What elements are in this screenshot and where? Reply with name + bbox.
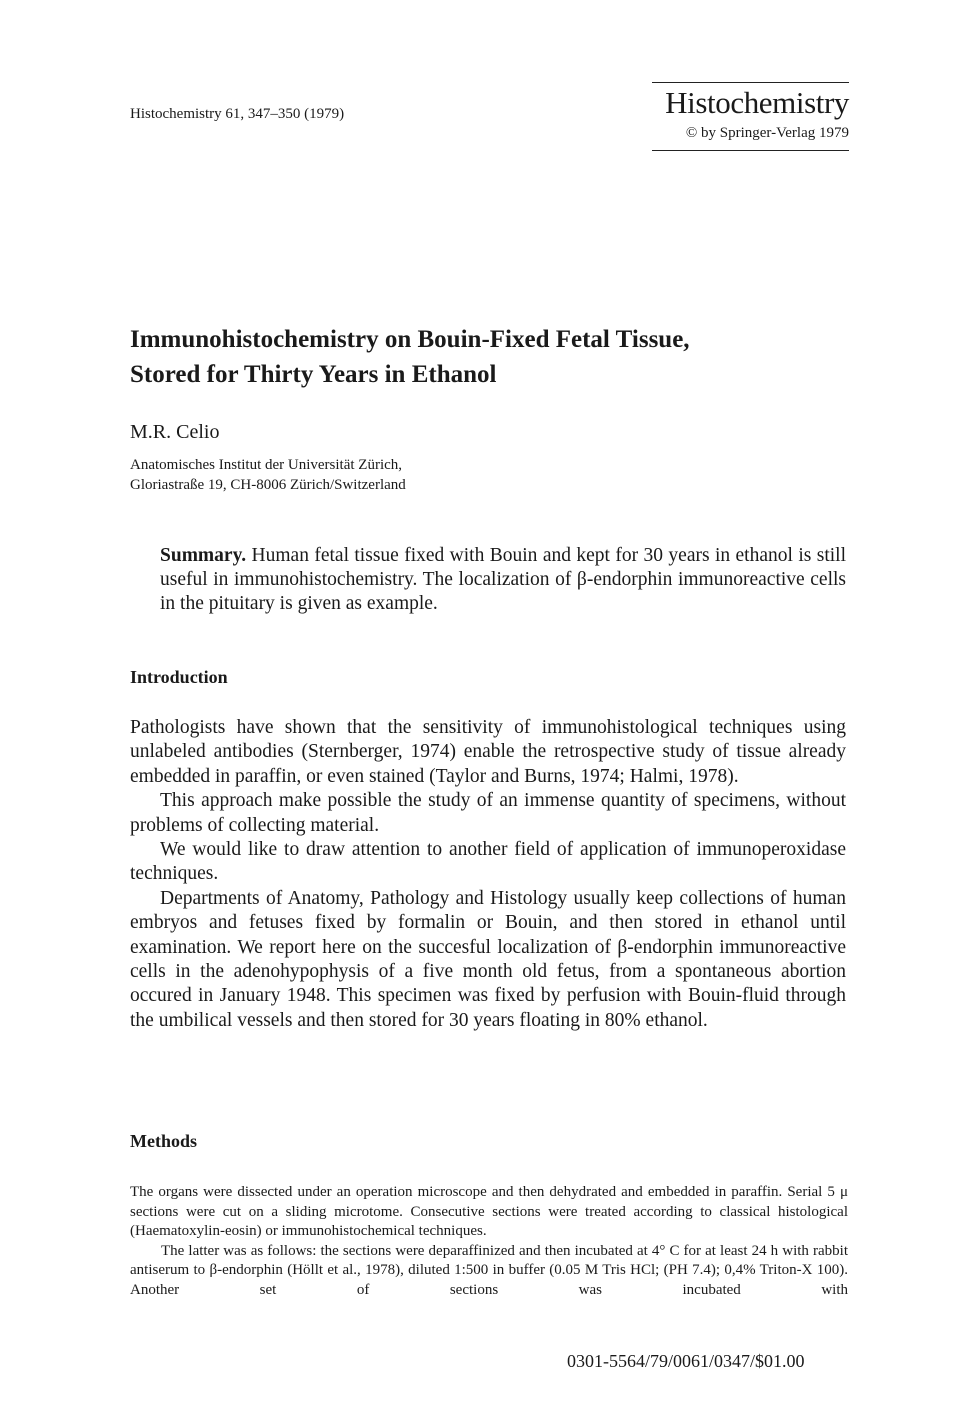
summary-text: Human fetal tissue fixed with Bouin and kept for 30 years in ethanol is still useful in immunohistochemistry. The localization of β-endorphin immunoreactive cells in the pituitary is given as example.	[160, 545, 846, 614]
journal-citation: Histochemistry 61, 347–350 (1979)	[130, 106, 345, 122]
copyright-notice: © by Springer-Verlag 1979	[685, 125, 849, 141]
masthead-top-rule	[652, 82, 849, 83]
summary-abstract	[160, 544, 846, 616]
masthead-bottom-rule	[652, 150, 849, 151]
section-heading-introduction: Introduction	[130, 667, 228, 687]
title-line-1: Immunohistochemistry on Bouin-Fixed Fetal Tissue,	[130, 326, 690, 353]
introduction-body	[130, 716, 846, 1033]
intro-paragraph-2: This approach make possible the study of an immense quantity of specimens, without problems of collecting material.	[130, 790, 846, 836]
article-code: 0301-5564/79/0061/0347/$01.00	[567, 1351, 805, 1371]
summary-label: Summary.	[160, 545, 247, 566]
methods-body	[130, 1183, 848, 1301]
title-line-2: Stored for Thirty Years in Ethanol	[130, 361, 497, 388]
affiliation-line-1: Anatomisches Institut der Universität Zürich,	[130, 457, 403, 473]
section-heading-methods: Methods	[130, 1131, 197, 1151]
intro-paragraph-1: Pathologists have shown that the sensitivity of immunohistological techniques using unlabeled antibodies (Sternberger, 1974) enable the retrospective study of tissue already embedded in paraffin, or even stained (Taylor and Burns, 1974; Halmi, 1978).	[130, 717, 846, 787]
journal-name: Histochemistry	[665, 85, 849, 120]
author-name: M.R. Celio	[130, 421, 220, 443]
methods-paragraph-1: The organs were dissected under an operation microscope and then dehydrated and embedded in paraffin. Serial 5 μ sections were cut on a sliding microtome. Consecutive sections were treated according to classical histological (Haematoxylin-eosin) or immunohistochemical techniques.	[130, 1184, 848, 1240]
article-title	[130, 322, 870, 392]
methods-paragraph-2: The latter was as follows: the sections were deparaffinized and then incubated at 4° C for at least 24 h with rabbit antiserum to β-endorphin (Höllt et al., 1978), diluted 1:500 in buffer (0.05 M Tris HCl; (PH 7.4); 0,4% Triton-X 100). Another set of sections was incubated with	[130, 1242, 848, 1298]
affiliation-line-2: Gloriastraße 19, CH-8006 Zürich/Switzerland	[130, 477, 406, 493]
journal-masthead	[652, 82, 849, 151]
intro-paragraph-3: We would like to draw attention to another field of application of immunoperoxidase techniques.	[130, 839, 846, 885]
intro-paragraph-4: Departments of Anatomy, Pathology and Histology usually keep collections of human embryos and fetuses fixed by formalin or Bouin, and then stored in ethanol until examination. We report here on the succesful localization of β-endorphin immunoreactive cells in the adenohypophysis of a five month old fetus, from a spontaneous abortion occured in January 1948. This specimen was fixed by perfusion with Bouin-fluid through the umbilical vessels and then stored for 30 years floating in 80% ethanol.	[130, 887, 846, 1031]
author-affiliation	[130, 455, 406, 495]
